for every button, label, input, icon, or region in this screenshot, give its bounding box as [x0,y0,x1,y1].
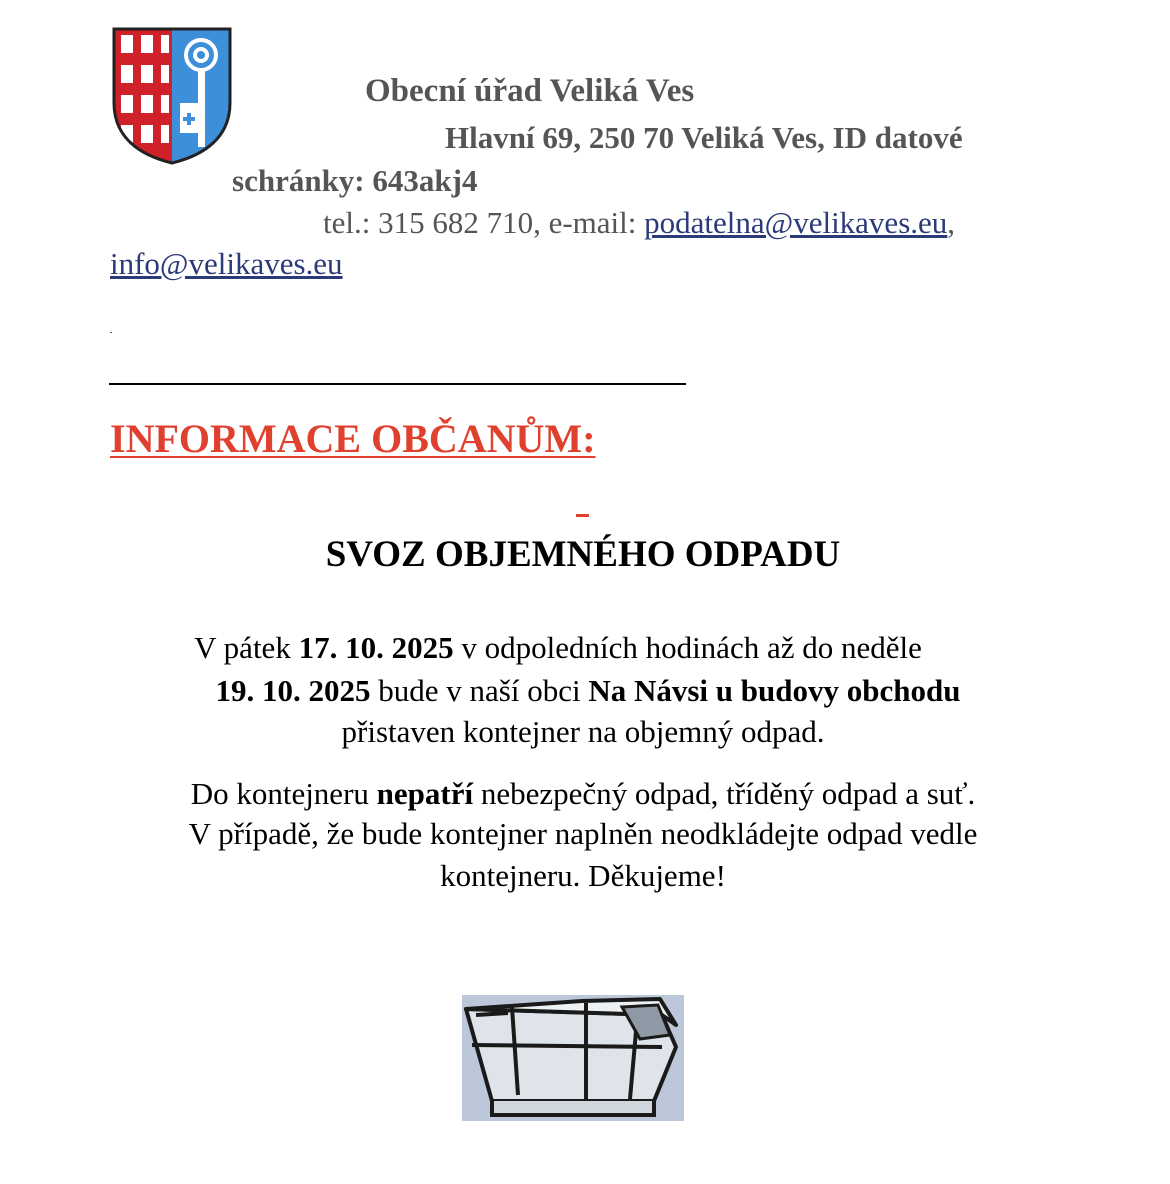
email-link-info[interactable]: info@velikaves.eu [110,246,343,281]
coat-of-arms-logo [110,25,234,167]
text-segment: v odpoledních hodinách až do neděle [453,630,922,665]
phone-email-label: tel.: 315 682 710, e-mail: [323,205,645,240]
text-segment: V pátek [194,630,299,665]
location: Na Návsi u budovy obchodu [588,673,961,708]
paragraph-1-line-3: přistaven kontejner na objemný odpad. [341,714,825,749]
paragraph-2-line-1 [0,776,1166,812]
end-date: 19. 10. 2025 [215,673,371,708]
text-segment: bude v naší obci [370,673,589,708]
stray-dot [110,332,112,333]
paragraph-2-line-2: V případě, že bude kontejner naplněn neodkládejte odpad vedle [188,816,978,851]
start-date: 17. 10. 2025 [298,630,454,665]
emphasis-not-allowed: nepatří [376,776,474,811]
office-name: Obecní úřad Veliká Ves [365,73,695,109]
contact-line-2 [110,246,343,282]
paragraph-1-line-1 [0,630,1116,666]
header-divider [109,383,686,385]
email-link-podatelna[interactable]: podatelna@velikaves.eu [644,205,948,240]
email-separator: , [947,205,956,240]
event-title: SVOZ OBJEMNÉHO ODPADU [325,534,841,575]
address-line-1: Hlavní 69, 250 70 Veliká Ves, ID datové [445,120,963,155]
address-line-2: schránky: 643akj4 [232,163,478,198]
contact-line [323,205,955,241]
text-segment: Do kontejneru [190,776,377,811]
text-segment: nebezpečný odpad, tříděný odpad a suť. [473,776,976,811]
info-heading: INFORMACE OBČANŮM: [110,416,596,461]
waste-container-icon [462,995,684,1121]
paragraph-1-line-2 [0,673,1170,709]
paragraph-2-line-3: kontejneru. Děkujeme! [440,858,726,893]
red-dash-mark [576,514,589,517]
